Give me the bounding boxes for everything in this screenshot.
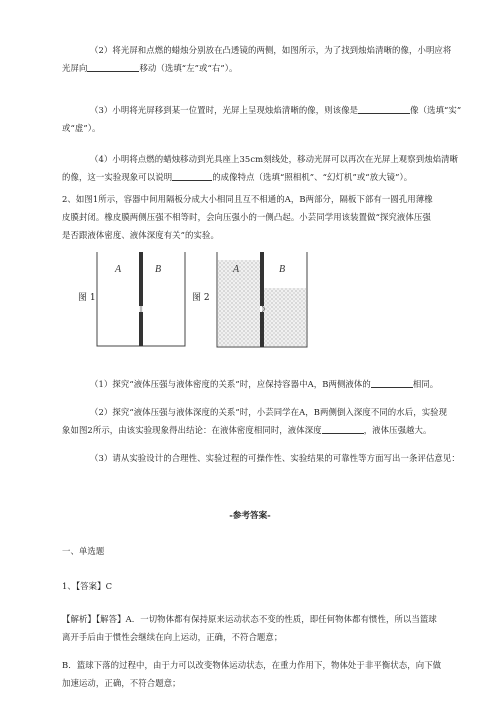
- answer-blank-same: [371, 376, 413, 388]
- figure-1-container: [95, 250, 189, 350]
- section-heading: 一、单选题: [62, 546, 105, 556]
- q3-sub1-start: （1）探究“液体压强与液体密度的关系”时，应保持容器中A，B两侧液体的: [90, 379, 371, 389]
- label-a: A: [115, 264, 122, 275]
- q2-sub2-line2-end: 移动（选填“左”或“右”）。: [139, 63, 238, 73]
- q3-sub1-end: 相同。: [412, 379, 439, 389]
- label-a: A: [233, 264, 240, 275]
- q2-sub2-line2-start: 光屏向: [62, 63, 88, 73]
- q2-sub2-line2: [62, 60, 238, 77]
- q2-sub3-line2: 或“虚”）。: [62, 123, 101, 133]
- answer-blank-image-type: [358, 102, 410, 114]
- explanation-b-line1: B．篮球下落的过程中，由于力可以改变物体运动状态，在重力作用下，物体处于非平衡状态，向下做: [62, 660, 442, 670]
- q2-sub4-line2-end: 的成像特点（选填“照相机”、“幻灯机”或“放大镜”）。: [212, 172, 413, 182]
- explanation-line2: 离开手后由于惯性会继续在向上运动，正确，不符合题意；: [62, 632, 283, 642]
- q3-sub2-line2-start: 象如图2所示，由该实验现象得出结论：在液体密度相同时，液体深度: [62, 425, 322, 435]
- q3-sub3: （3）请从实验设计的合理性、实验过程的可操作性、实验结果的可靠性等方面写出一条评估意见：: [90, 453, 460, 463]
- rubber-membrane: [140, 306, 142, 312]
- q2-sub4-line2-start: 的像，这一实验现象可以说明: [62, 172, 173, 182]
- q3-sub2-line2-end: ，液体压强越大。: [363, 425, 432, 435]
- q2-sub4-line2: [62, 169, 412, 186]
- label-b: B: [155, 264, 162, 275]
- divider-upper: [139, 252, 143, 306]
- q3-sub1: [90, 376, 438, 393]
- answer-section-title: -参考答案-: [229, 511, 271, 521]
- figure-2-label: 图 2: [192, 293, 210, 303]
- q3-line3: 是否跟液体密度、液体深度有关”的实验。: [62, 230, 219, 240]
- q3-line1: 2、如图1所示，容器中间用隔板分成大小相同且互不相通的A，B两部分，隔板下部有一圆孔用薄橡: [62, 194, 433, 204]
- answer-blank-direction: [87, 60, 139, 72]
- q2-sub3-line1: [90, 102, 461, 119]
- q2-sub4-line1: （4）小明将点燃的蜡烛移动到光具座上35cm刻线处，移动光屏可以再次在光屏上观察到烛焰清晰: [90, 154, 459, 164]
- figure-2-container: [215, 250, 311, 350]
- explanation-b-line2: 加速运动，正确，不符合题意；: [62, 678, 181, 688]
- q2-sub3-line1-start: （3）小明将光屏移到某一位置时，光屏上呈现烛焰清晰的像，则该像是: [90, 105, 359, 115]
- explanation-line1: 【解析】【解答】A．一切物体都有保持原来运动状态不变的性质，即任何物体都有惯性，所以当篮球: [62, 614, 437, 624]
- figure-1-label: 图 1: [78, 293, 96, 303]
- q2-sub2-line1: （2）将光屏和点燃的蜡烛分别放在凸透镜的两侧，如图所示，为了找到烛焰清晰的像，小明应将: [90, 45, 452, 55]
- label-b: B: [279, 264, 286, 275]
- q3-sub2-line1: （2）探究“液体压强与液体深度的关系”时，小芸同学在A，B两侧倒入深度不同的水后，实验现: [90, 407, 448, 417]
- q3-line2: 皮膜封闭。橡皮膜两侧压强不相等时，会向压强小的一侧凸起。小芸同学用该装置做“探究液体压强: [62, 212, 431, 222]
- divider-lower: [260, 312, 264, 347]
- answer-1: 1、【答案】C: [62, 581, 113, 591]
- q3-sub2-line2: [62, 422, 432, 439]
- q2-sub3-line1-end: 像（选填“实”: [410, 105, 462, 115]
- water-b-side: [264, 288, 306, 346]
- answer-blank-device: [172, 169, 212, 181]
- divider-lower: [139, 312, 143, 346]
- divider-upper: [260, 252, 264, 306]
- answer-blank-depth: [322, 422, 364, 434]
